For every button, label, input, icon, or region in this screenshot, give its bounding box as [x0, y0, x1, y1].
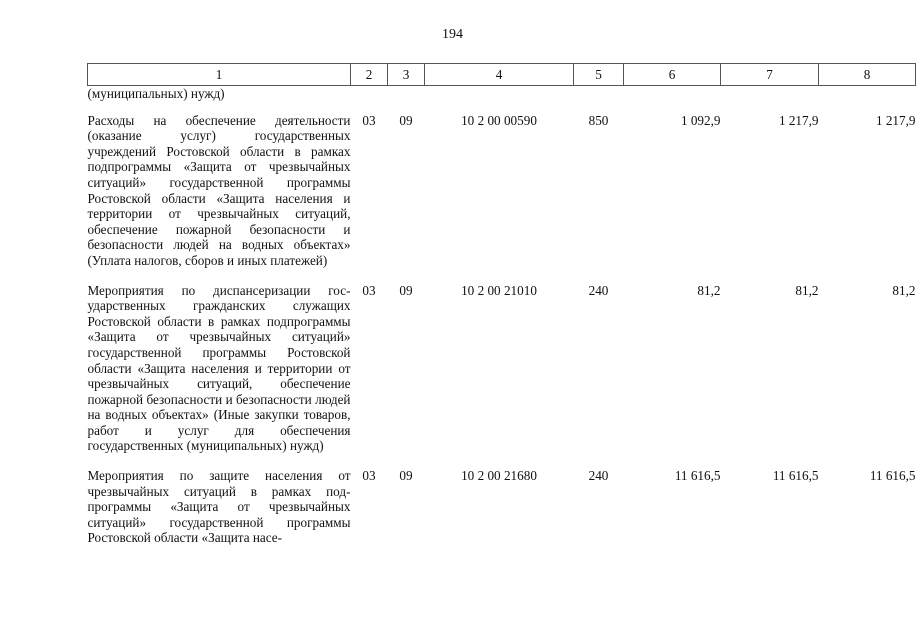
row-target-article: 10 2 00 00590 — [461, 112, 537, 128]
row-subsection-code: 09 — [399, 282, 413, 298]
row-expense-type: 850 — [588, 112, 609, 128]
row-expense-type: 240 — [588, 282, 609, 298]
table-row — [88, 269, 916, 455]
page-number: 194 — [442, 27, 463, 42]
header-col-6: 6 — [624, 64, 721, 86]
row-amount-2: 81,2 — [795, 282, 819, 298]
header-col-3: 3 — [388, 64, 425, 86]
row-description: Расходы на обеспечение деятельности (оказание услуг) государственных учреждений Ростовской области в рамках подпрограммы «Защита от чрезвычайных ситуаций» государственной программы Ростовской области «Защита населения и территории от чрезвычайных ситуаций, обеспечение пожарной безопасности и безопасности людей на водных объектах» (Уплата налогов, сборов и иных платежей) — [87, 112, 351, 268]
header-col-8: 8 — [819, 64, 916, 86]
header-col-2: 2 — [351, 64, 388, 86]
row-expense-type: 240 — [588, 468, 609, 484]
row-section-code: 03 — [362, 282, 376, 298]
row-description: Мероприятия по защите населения от чрезвычайных ситуаций в рамках подпрограммы «Защита от чрезвычайных ситуаций» государственной программы Ростовской области «Защита насе- — [87, 468, 351, 546]
header-row — [88, 64, 916, 86]
continuation-text: (муниципальных) нужд) — [87, 86, 225, 101]
row-amount-3: 81,2 — [892, 282, 916, 298]
row-amount-3: 1 217,9 — [875, 112, 916, 128]
row-target-article: 10 2 00 21680 — [461, 468, 537, 484]
header-col-1: 1 — [88, 64, 351, 86]
table-body — [88, 86, 916, 547]
row-target-article: 10 2 00 21010 — [461, 282, 537, 298]
row-amount-1: 11 616,5 — [674, 468, 721, 484]
row-section-code: 03 — [362, 112, 376, 128]
row-amount-2: 1 217,9 — [778, 112, 819, 128]
row-description: Мероприятия по диспансеризации государственных гражданских служащих Ростовской области в рамках подпрограммы «Защита от чрезвычайных ситуаций» государственной программы Ростовской области «Защита населения и территории от чрезвычайных ситуаций, обеспечение пожарной безопасности и безопасности людей на водных объектах» (Иные закупки товаров, работ и услуг для обеспечения государственных (муниципальных) нужд) — [87, 282, 351, 454]
row-amount-1: 81,2 — [697, 282, 721, 298]
table-row — [88, 454, 916, 546]
budget-table — [87, 63, 916, 546]
table-header — [88, 64, 916, 86]
row-amount-2: 11 616,5 — [772, 468, 819, 484]
table-row — [88, 102, 916, 269]
row-amount-1: 1 092,9 — [680, 112, 721, 128]
row-amount-3: 11 616,5 — [869, 468, 916, 484]
row-subsection-code: 09 — [399, 112, 413, 128]
continuation-row — [88, 86, 916, 102]
row-subsection-code: 09 — [399, 468, 413, 484]
header-col-7: 7 — [721, 64, 819, 86]
header-col-4: 4 — [425, 64, 574, 86]
header-col-5: 5 — [574, 64, 624, 86]
row-section-code: 03 — [362, 468, 376, 484]
